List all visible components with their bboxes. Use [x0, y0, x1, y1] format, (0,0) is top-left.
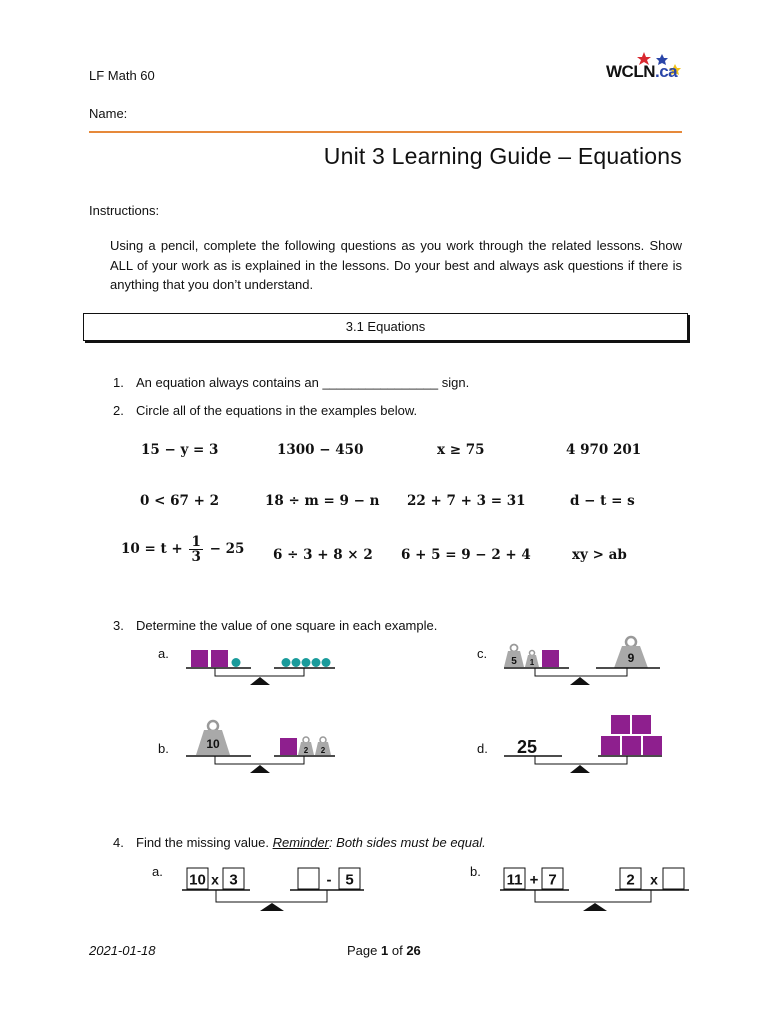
question-3: 3. Determine the value of one square in each example. [113, 618, 438, 633]
box-value: 7 [548, 871, 557, 889]
expression: xy > ab [572, 547, 627, 563]
box-value: 2 [626, 871, 635, 889]
answer-box [663, 868, 684, 889]
part-label: a. [158, 646, 169, 661]
instructions-heading: Instructions: [89, 203, 160, 218]
box-value: 3 [229, 871, 238, 889]
expression: 4 970 201 [566, 442, 642, 458]
expression: 22 + 7 + 3 = 31 [407, 493, 526, 509]
expression: 6 + 5 = 9 − 2 + 4 [401, 547, 531, 563]
page-title: Unit 3 Learning Guide – Equations [323, 143, 682, 169]
header-rule [89, 131, 682, 133]
weight-label: 10 [206, 737, 220, 751]
part-label: d. [477, 741, 488, 756]
box-value: 10 [189, 871, 206, 889]
balance-scale-d [500, 712, 665, 774]
purple-square [191, 650, 208, 667]
weight-label: 5 [511, 656, 517, 667]
purple-square [211, 650, 228, 667]
purple-square [622, 736, 641, 755]
fulcrum [570, 677, 590, 685]
teal-ball [322, 658, 331, 667]
purple-square [542, 650, 559, 667]
expression: d − t = s [570, 493, 635, 509]
teal-ball [292, 658, 301, 667]
operator: + [529, 871, 539, 889]
instructions-body: Using a pencil, complete the following questions as you work through the related lessons. Show ALL of your work as is explained in the lessons. Do your best and always ask questions if there is anything that you don’t understand. [110, 238, 682, 292]
balance-scale-4a [178, 864, 368, 914]
balance-scale-c [500, 634, 665, 689]
fulcrum [250, 765, 270, 773]
expression: 6 ÷ 3 + 8 × 2 [273, 547, 373, 563]
answer-box [298, 868, 319, 889]
part-label: b. [158, 741, 169, 756]
teal-ball [312, 658, 321, 667]
fulcrum [583, 903, 607, 911]
purple-square [280, 738, 297, 755]
weight-label: 2 [303, 746, 309, 755]
wcln-logo-text: WCLN.ca [606, 62, 678, 81]
balance-scale-a [180, 644, 340, 689]
purple-square [643, 736, 662, 755]
balance-scale-4b [497, 864, 692, 914]
weight-label: 9 [627, 651, 635, 665]
section-heading: 3.1 Equations [83, 313, 688, 341]
fulcrum [260, 903, 284, 911]
name-label: Name: [89, 106, 128, 121]
expression-fraction: 10 = t + $\frac{1}{3}$ − 25 [121, 534, 245, 565]
part-label: b. [470, 864, 481, 879]
weight-label: 2 [320, 746, 326, 755]
box-value: 11 [506, 871, 523, 889]
question-2: 2. Circle all of the equations in the examples below. [113, 403, 418, 418]
fulcrum [250, 677, 270, 685]
purple-square [611, 715, 630, 734]
purple-square [632, 715, 651, 734]
weight-label: 25 [516, 737, 538, 757]
expression: 0 < 67 + 2 [140, 493, 219, 509]
operator: - [326, 871, 332, 889]
question-1: 1. An equation always contains an ________________ sign. [113, 375, 470, 390]
teal-ball [282, 658, 291, 667]
part-label: c. [477, 646, 488, 661]
page-number: Page 1 of 26 [347, 943, 421, 958]
expression: 15 − y = 3 [141, 442, 219, 458]
part-label: a. [152, 864, 163, 879]
purple-square [601, 736, 620, 755]
weight-label: 1 [529, 658, 535, 667]
teal-ball [302, 658, 311, 667]
expression: x ≥ 75 [437, 442, 485, 458]
expression: 18 ÷ m = 9 − n [265, 493, 380, 509]
course-label: LF Math 60 [89, 68, 155, 83]
box-value: 5 [345, 871, 354, 889]
teal-ball [232, 658, 241, 667]
operator: x [211, 871, 219, 888]
footer-date: 2021-01-18 [89, 943, 156, 958]
operator: x [650, 871, 658, 888]
fulcrum [570, 765, 590, 773]
expression: 1300 − 450 [277, 442, 364, 458]
balance-scale-b [180, 718, 340, 774]
question-4: 4. Find the missing value. Reminder: Both sides must be equal. [113, 835, 486, 850]
